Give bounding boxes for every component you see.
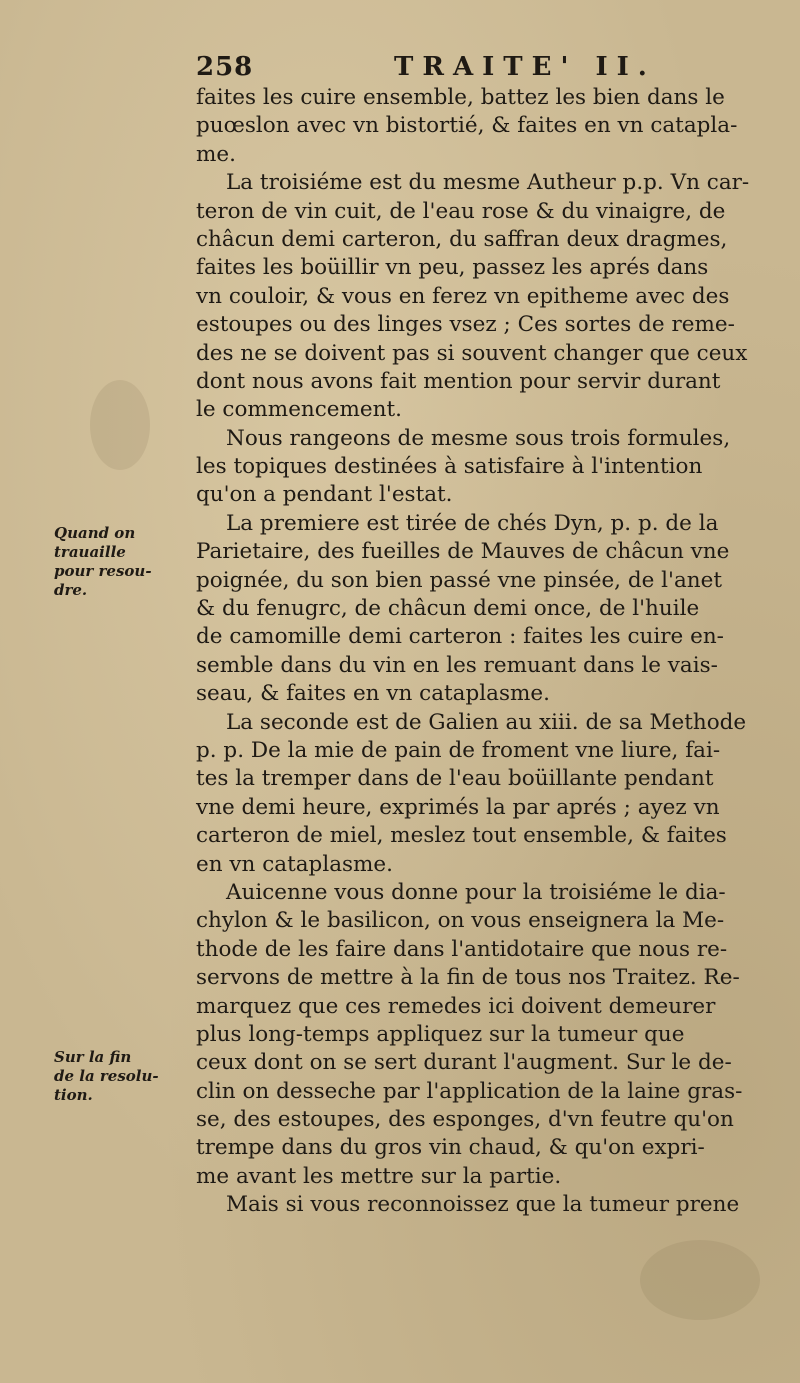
text-line: Nous rangeons de mesme sous trois formules,: [226, 425, 731, 451]
margin-note-line: pour resou-: [54, 562, 152, 580]
text-line: vn couloir, & vous en ferez vn epitheme avec des: [196, 283, 730, 309]
margin-note-line: trauaille: [54, 543, 126, 561]
text-line: Auicenne vous donne pour la troisiéme le dia-: [226, 879, 726, 905]
paper-stain: [640, 1240, 760, 1320]
margin-note-line: tion.: [54, 1086, 93, 1104]
text-line: estoupes ou des linges vsez ; Ces sortes de reme-: [196, 312, 735, 338]
text-line: marquez que ces remedes ici doivent demeurer: [196, 993, 716, 1019]
text-line: semble dans du vin en les remuant dans le vais-: [196, 652, 718, 678]
text-line: me.: [196, 141, 236, 167]
text-line: châcun demi carteron, du saffran deux dragmes,: [196, 226, 728, 252]
text-line: carteron de miel, meslez tout ensemble, & faites: [196, 823, 727, 849]
text-line: qu'on a pendant l'estat.: [196, 482, 453, 508]
text-line: La seconde est de Galien au xiii. de sa Methode: [226, 709, 747, 735]
margin-note-line: Quand on: [54, 524, 136, 542]
text-line: Parietaire, des fueilles de Mauves de châcun vne: [196, 539, 730, 565]
text-line: Mais si vous reconnoissez que la tumeur prene: [226, 1192, 740, 1218]
text-line: ceux dont on se sert durant l'augment. Sur le de-: [196, 1050, 732, 1076]
text-line: & du fenugrc, de châcun demi once, de l'huile: [196, 596, 700, 622]
margin-note-line: de la resolu-: [54, 1067, 159, 1085]
running-title: TRAITE' II.: [394, 52, 656, 82]
text-line: trempe dans du gros vin chaud, & qu'on expri-: [196, 1135, 705, 1161]
text-line: le commencement.: [196, 397, 402, 423]
text-line: clin on desseche par l'application de la laine gras-: [196, 1078, 743, 1104]
text-line: plus long-temps appliquez sur la tumeur que: [196, 1021, 685, 1047]
text-line: vne demi heure, exprimés la par aprés ; ayez vn: [196, 794, 720, 820]
text-line: tes la tremper dans de l'eau boüillante pendant: [196, 766, 714, 792]
margin-note-resolution: [54, 524, 174, 600]
margin-note-end-of-resolution: [54, 1048, 174, 1105]
text-line: des ne se doivent pas si souvent changer que ceux: [196, 340, 748, 366]
text-line: faites les cuire ensemble, battez les bien dans le: [196, 85, 725, 110]
text-line: La troisiéme est du mesme Autheur p.p. Vn car-: [226, 170, 750, 196]
margin-note-line: Sur la fin: [54, 1048, 132, 1066]
text-line: thode de les faire dans l'antidotaire que nous re-: [196, 936, 728, 962]
body-text: [196, 84, 780, 1220]
text-line: faites les boüillir vn peu, passez les aprés dans: [196, 255, 709, 281]
text-line: me avant les mettre sur la partie.: [196, 1163, 562, 1189]
text-line: en vn cataplasme.: [196, 851, 393, 877]
text-line: dont nous avons fait mention pour servir durant: [196, 368, 721, 394]
text-line: se, des estoupes, des esponges, d'vn feutre qu'on: [196, 1107, 734, 1133]
text-line: seau, & faites en vn cataplasme.: [196, 681, 550, 707]
text-line: teron de vin cuit, de l'eau rose & du vinaigre, de: [196, 198, 726, 224]
page-number: 258: [196, 52, 254, 82]
margin-note-line: dre.: [54, 581, 88, 599]
text-line: servons de mettre à la fin de tous nos Traitez. Re-: [196, 965, 740, 991]
text-line: de camomille demi carteron : faites les cuire en-: [196, 624, 724, 650]
paper-stain: [90, 380, 150, 470]
text-line: puœslon avec vn bistortié, & faites en vn catapla-: [196, 113, 738, 139]
text-line: poignée, du son bien passé vne pinsée, de l'anet: [196, 567, 722, 593]
text-line: les topiques destinées à satisfaire à l'intention: [196, 454, 703, 480]
text-line: La premiere est tirée de chés Dyn, p. p. de la: [226, 510, 719, 536]
text-line: chylon & le basilicon, on vous enseignera la Me-: [196, 908, 725, 934]
text-line: p. p. De la mie de pain de froment vne liure, fai-: [196, 737, 721, 763]
